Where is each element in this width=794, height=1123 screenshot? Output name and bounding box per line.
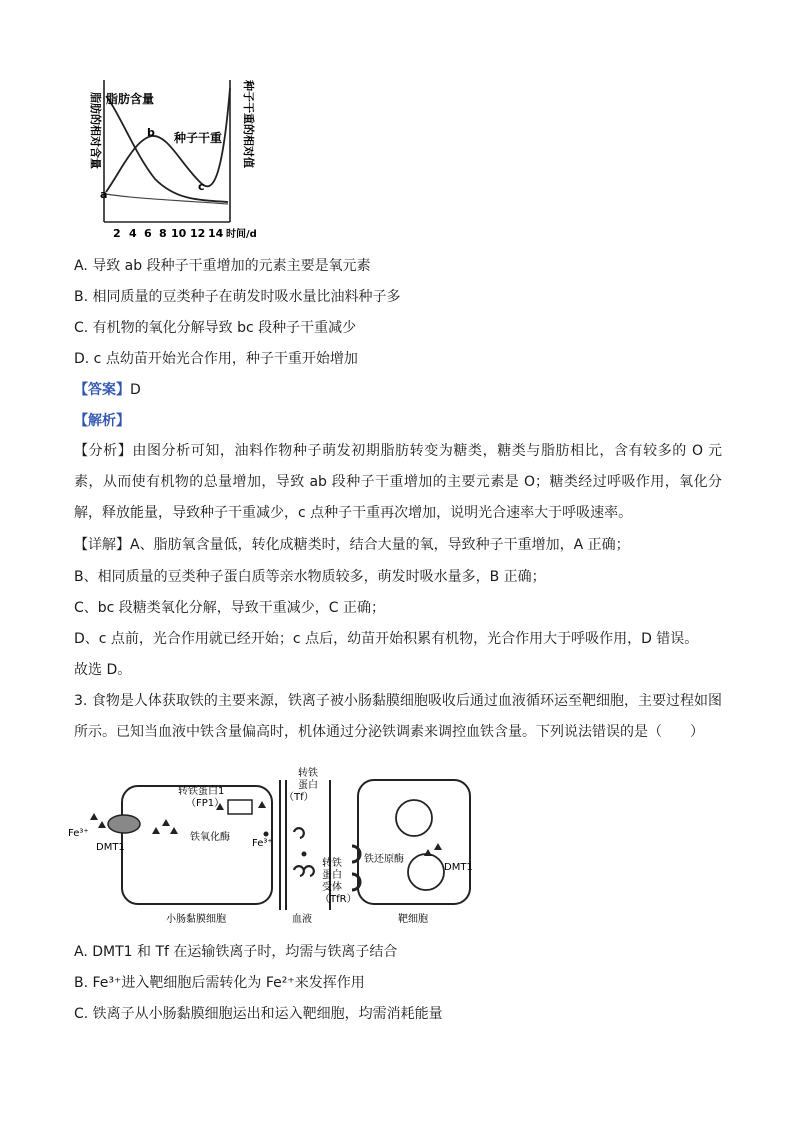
dry-curve-label: 种子干重: [174, 131, 223, 145]
xiangjie-tag: 【详解】: [74, 537, 130, 553]
endosome-top: [396, 800, 432, 836]
dmt1-right-label: DMT1: [444, 862, 473, 873]
xiangjie-b: B、相同质量的豆类种子蛋白质等亲水物质较多，萌发时吸水量多，B 正确；: [74, 569, 546, 585]
fp1-transporter: [228, 800, 252, 814]
q3-option-b: B. Fe³⁺进入靶细胞后需转化为 Fe²⁺来发挥作用: [74, 975, 365, 991]
q2-option-b: B. 相同质量的豆类种子在萌发时吸水量比油料种子多: [74, 289, 401, 305]
y-left-label: 脂肪的相对含量: [89, 92, 102, 169]
target-cell-label: 靶细胞: [398, 914, 428, 925]
answer-line: [74, 380, 141, 400]
fenxi-text: 由图分析可知，油料作物种子萌发初期脂肪转变为糖类，糖类与脂肪相比，含有较多的 O 元素，从而使有机物的总量增加，导致 ab 段种子干重增加的主要元素是 O；糖类经过呼吸作用，氧化分解，释放能量，导致种子干重减少，c 点种子干重再次增加，说明光合速率大于呼吸速率。: [74, 443, 722, 521]
iron-transport-diagram: [68, 762, 488, 928]
fat-dryweight-graph: [80, 74, 260, 244]
point-b-label: b: [147, 126, 155, 139]
iron-ion: [434, 843, 442, 850]
tf-label-line1: 转铁: [298, 768, 318, 779]
dmt1-transporter-left: [108, 815, 140, 833]
q2-option-d: D. c 点幼苗开始光合作用，种子干重开始增加: [74, 351, 358, 367]
xiangjie-c: C、bc 段糖类氧化分解，导致干重减少，C 正确；: [74, 600, 386, 616]
xiangjie-a-line: [74, 535, 630, 555]
q3-option-a: A. DMT1 和 Tf 在运输铁离子时，均需与铁离子结合: [74, 944, 398, 960]
fat-curve-label: 脂肪含量: [106, 92, 155, 106]
iron-ion: [152, 827, 160, 834]
q3-stem: 3. 食物是人体获取铁的主要来源，铁离子被小肠黏膜细胞吸收后通过血液循环运至靶细胞，主要过程如图所示。已知当血液中铁含量偏高时，机体通过分泌铁调素来调控血铁含量。下列说法错误的是（ ）: [74, 693, 722, 740]
q2-option-c: C. 有机物的氧化分解导致 bc 段种子干重减少: [74, 320, 357, 336]
y-right-label: 种子干重的相对值: [242, 80, 255, 168]
tf-protein-1: [294, 828, 304, 838]
analysis-tag: 【解析】: [74, 413, 130, 429]
x-tick-label: 14: [208, 227, 224, 240]
x-tick-label: 12: [190, 227, 206, 240]
tfr-receptor-top: [352, 846, 360, 862]
ferrireductase-label: 铁还原酶: [364, 854, 404, 865]
tfr-receptor-bottom: [352, 874, 360, 890]
conclusion: 故选 D。: [74, 662, 132, 678]
blood-label: 血液: [292, 914, 312, 925]
q3-option-c: C. 铁离子从小肠黏膜细胞运出和运入靶细胞，均需消耗能量: [74, 1006, 443, 1022]
iron-ion: [90, 813, 98, 820]
baseline-curve: [106, 194, 228, 204]
dmt1-left-label: DMT1: [96, 842, 125, 853]
x-unit-label: 时间/d: [226, 229, 257, 240]
xiangjie-d: D、c 点前，光合作用就已经开始；c 点后，幼苗开始积累有机物，光合作用大于呼吸作用，D 错误。: [74, 631, 699, 647]
fenxi-tag: 【分析】: [74, 443, 133, 459]
tf-protein-3: [304, 866, 314, 876]
analysis-heading: [74, 411, 130, 431]
tfr-label-line3: 受体: [322, 882, 342, 893]
tfr-label-line1: 转铁: [322, 858, 342, 869]
analysis-fenxi: [74, 436, 722, 529]
x-tick-label: 6: [144, 227, 152, 240]
x-tick-label: 8: [159, 227, 167, 240]
x-tick-label: 4: [129, 227, 137, 240]
answer-tag: 【答案】: [74, 382, 130, 398]
iron-ion: [258, 801, 266, 808]
iron-dot: [264, 832, 269, 837]
x-tick-labels: [113, 227, 224, 240]
endosome-bottom: [408, 854, 444, 890]
tfr-label-line4: （TfR）: [320, 894, 357, 905]
iron-ion: [170, 827, 178, 834]
q2-option-a: A. 导致 ab 段种子干重增加的元素主要是氧元素: [74, 258, 371, 274]
fe3-mid-label: Fe³⁺: [252, 838, 273, 849]
answer-value: D: [130, 382, 141, 398]
xiangjie-a: A、脂肪氧含量低，转化成糖类时，结合大量的氧，导致种子干重增加，A 正确；: [130, 537, 630, 553]
point-a-label: a: [100, 188, 108, 201]
x-tick-label: 2: [113, 227, 121, 240]
tf-label-line3: （Tf）: [284, 792, 314, 803]
iron-ion: [98, 821, 106, 828]
fp1-label-line2: （FP1）: [186, 798, 225, 809]
tf-label-line2: 蛋白: [298, 780, 318, 791]
ferroxidase-label: 铁氧化酶: [190, 832, 230, 843]
iron-dot: [302, 852, 307, 857]
fp1-label-line1: 转铁蛋白1: [178, 786, 225, 797]
x-tick-label: 10: [171, 227, 187, 240]
iron-ion: [162, 819, 170, 826]
tfr-label-line2: 蛋白: [322, 870, 342, 881]
point-c-label: c: [198, 180, 205, 193]
fe3-left-label: Fe³⁺: [68, 828, 89, 839]
iron-ion: [424, 849, 432, 856]
tf-protein-2: [294, 866, 304, 876]
intestinal-cell-label: 小肠黏膜细胞: [166, 914, 226, 925]
